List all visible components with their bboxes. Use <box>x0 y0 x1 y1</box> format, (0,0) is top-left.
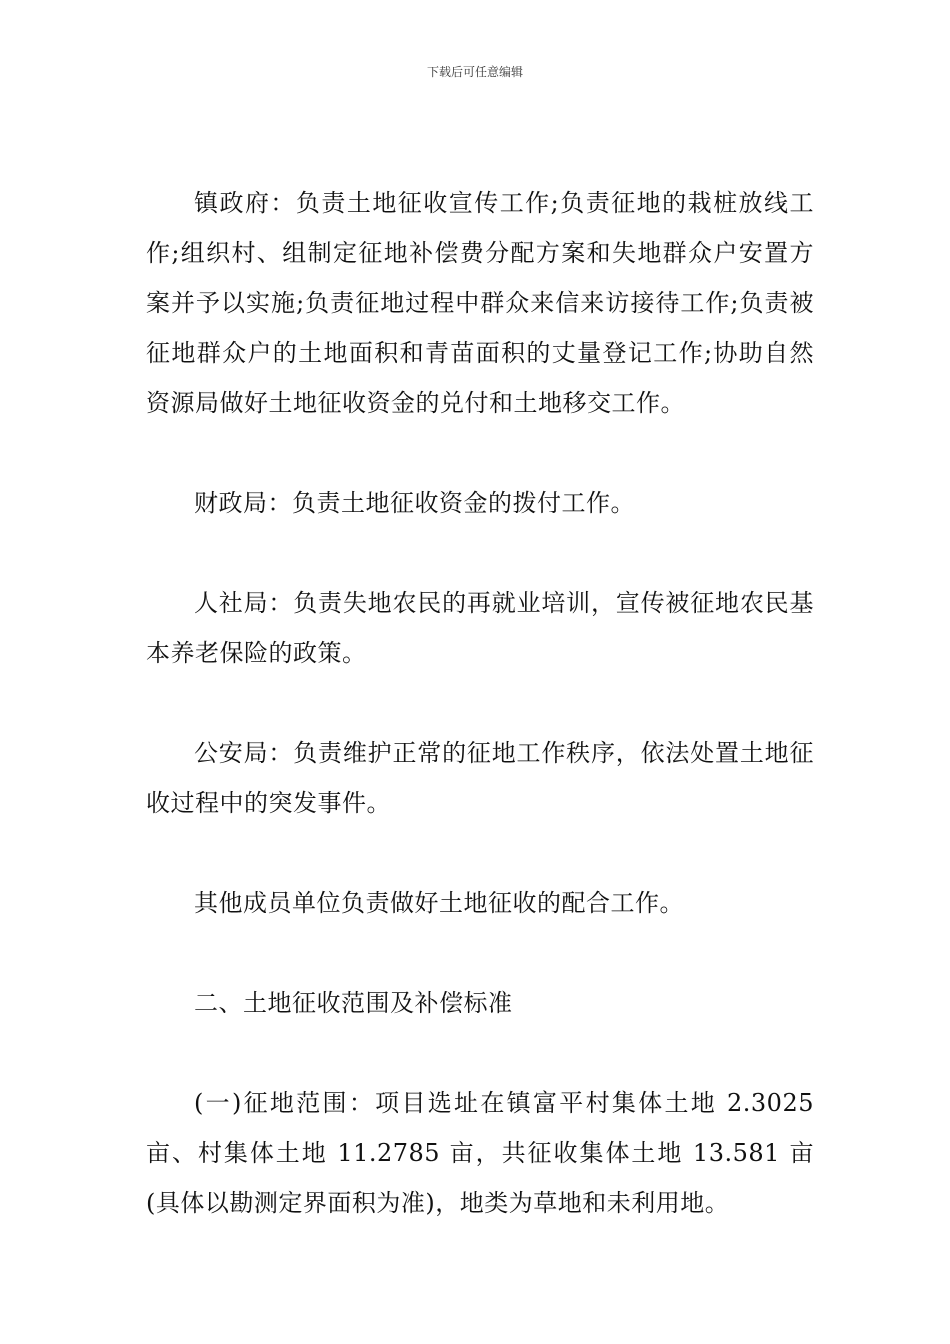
paragraph-land-scope: (一)征地范围：项目选址在镇富平村集体土地 2.3025 亩、村集体土地 11.2785 亩，共征收集体土地 13.581 亩(具体以勘测定界面积为准)，地类为草地和未利用地。 <box>146 1089 814 1217</box>
paragraph-finance-bureau: 财政局：负责土地征收资金的拨付工作。 <box>194 489 635 517</box>
paragraph-other-units: 其他成员单位负责做好土地征收的配合工作。 <box>194 889 684 917</box>
section-heading-scope-and-standards: 二、土地征收范围及补偿标准 <box>194 989 513 1017</box>
document-body <box>146 178 814 1278</box>
paragraph-social-security-bureau: 人社局：负责失地农民的再就业培训，宣传被征地农民基本养老保险的政策。 <box>146 589 814 667</box>
paragraph-town-government: 镇政府：负责土地征收宣传工作;负责征地的栽桩放线工作;组织村、组制定征地补偿费分配方案和失地群众户安置方案并予以实施;负责征地过程中群众来信来访接待工作;负责被征地群众户的土地面积和青苗面积的丈量登记工作;协助自然资源局做好土地征收资金的兑付和土地移交工作。 <box>146 189 814 417</box>
page-header-note: 下载后可任意编辑 <box>426 65 523 79</box>
paragraph-public-security-bureau: 公安局：负责维护正常的征地工作秩序，依法处置土地征收过程中的突发事件。 <box>146 739 814 817</box>
